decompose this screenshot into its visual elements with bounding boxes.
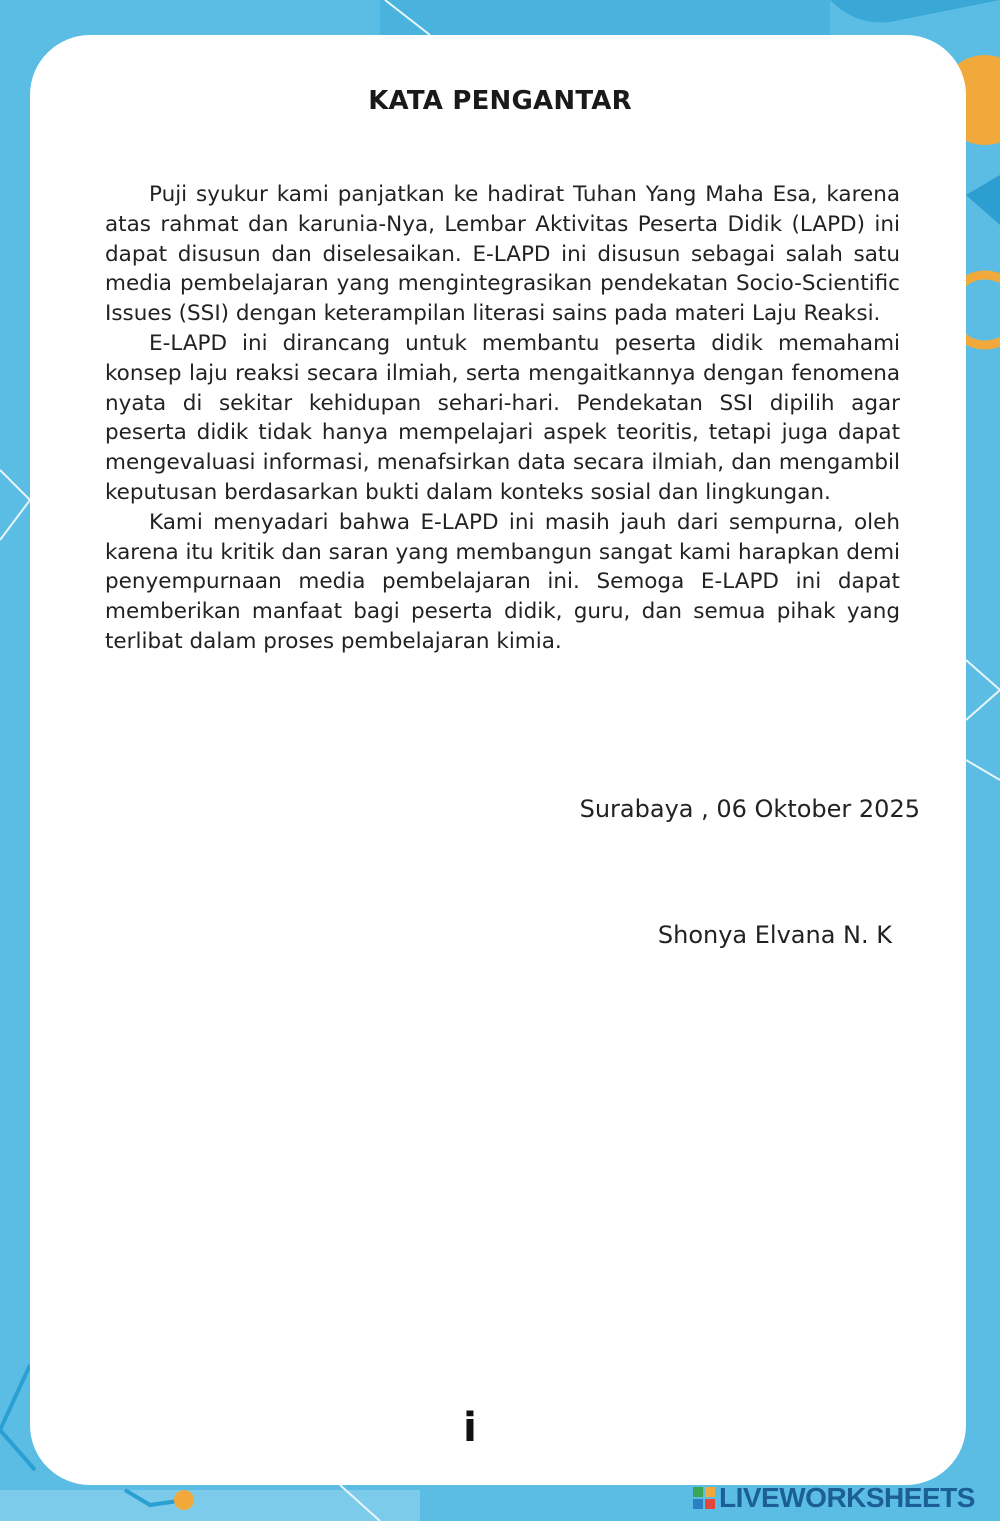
- signer-name: Shonya Elvana N. K: [657, 921, 892, 949]
- liveworksheets-logo-icon: [693, 1487, 715, 1509]
- paragraph-3: Kami menyadari bahwa E-LAPD ini masih jauh dari sempurna, oleh karena itu kritik dan saran yang membangun sangat kami harapkan demi penyempurnaan media pembelajaran ini. Semoga E-LAPD ini dapat memberikan manfaat bagi peserta didik, guru, dan semua pihak yang terlibat dalam proses pembelajaran kimia.: [105, 509, 900, 654]
- watermark-text: LIVEWORKSHEETS: [719, 1482, 975, 1513]
- foreword-body: [105, 180, 900, 657]
- liveworksheets-watermark: [693, 1483, 975, 1513]
- page-title: KATA PENGANTAR: [368, 86, 632, 116]
- page-number: i: [463, 1405, 477, 1451]
- paragraph-2: E-LAPD ini dirancang untuk membantu peserta didik memahami konsep laju reaksi secara ilmiah, serta mengaitkannya dengan fenomena nyata di sekitar kehidupan sehari-hari. Pendekatan SSI dipilih agar peserta didik tidak hanya mempelajari aspek teoritis, tetapi juga dapat mengevaluasi informasi, menafsirkan data secara ilmiah, dan mengambil keputusan berdasarkan bukti dalam konteks sosial dan lingkungan.: [105, 330, 900, 505]
- paragraph-1: Puji syukur kami panjatkan ke hadirat Tuhan Yang Maha Esa, karena atas rahmat dan karunia-Nya, Lembar Aktivitas Peserta Didik (LAPD) ini dapat disusun dan diselesaikan. E-LAPD ini disusun sebagai salah satu media pembelajaran yang mengintegrasikan pendekatan Socio-Scientific Issues (SSI) dengan keterampilan literasi sains pada materi Laju Reaksi.: [105, 182, 900, 327]
- place-date: Surabaya , 06 Oktober 2025: [579, 795, 920, 823]
